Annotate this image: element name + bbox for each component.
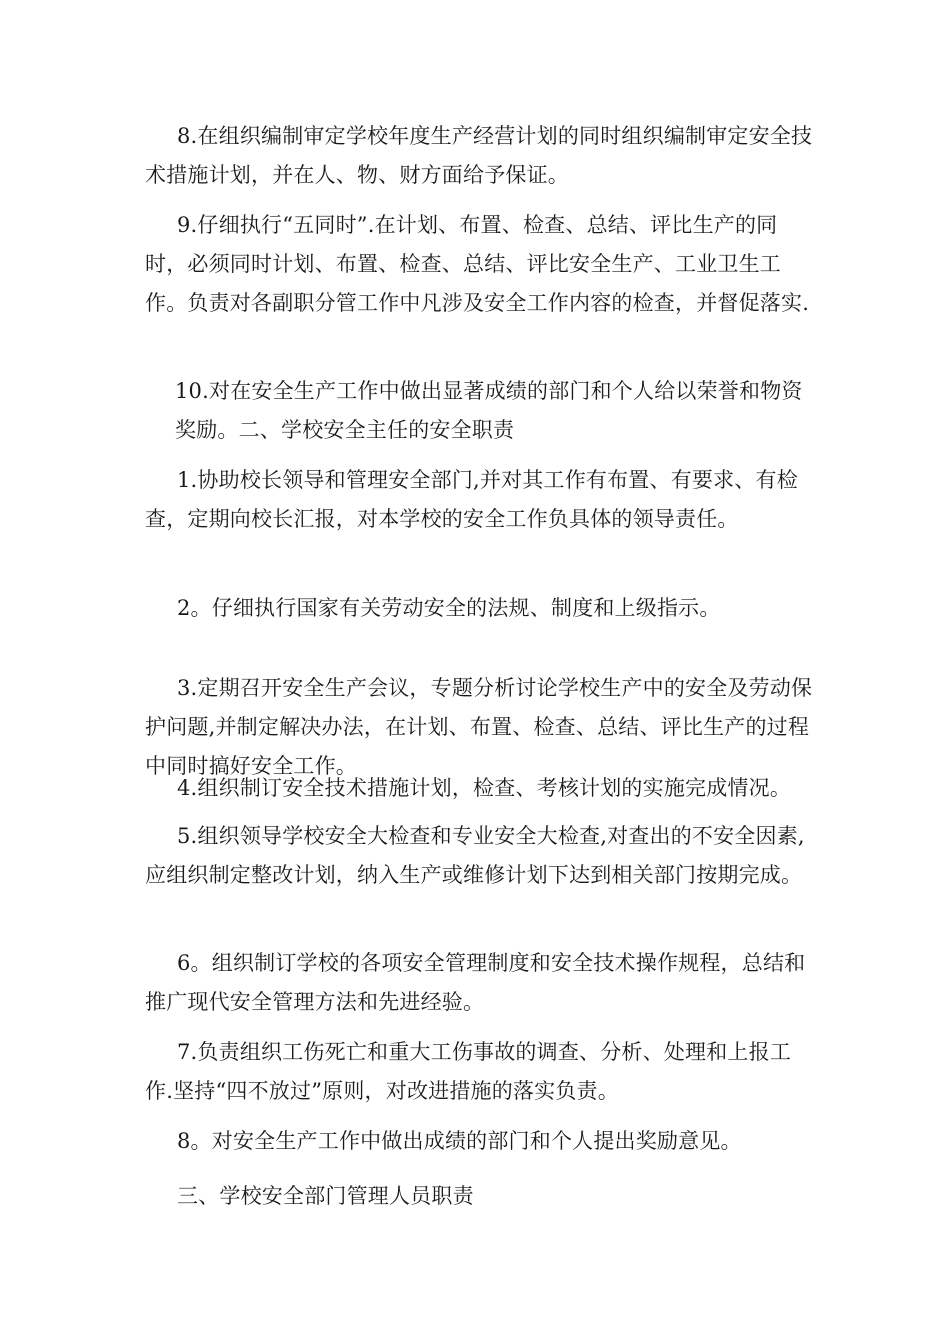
section2-item-4: 4.组织制订安全技术措施计划，检查、考核计划的实施完成情况。 [177, 776, 792, 800]
section2-item-6: 6。组织制订学校的各项安全管理制度和安全技术操作规程，总结和推广现代安全管理方法和先进经验。 [145, 951, 806, 1014]
paragraph-item-10: 10.对在安全生产工作中做出显著成绩的部门和个人给以荣誉和物资奖励。二、学校安全主任的安全职责 [175, 379, 803, 442]
section2-item-1: 1.协助校长领导和管理安全部门,并对其工作有布置、有要求、有检查，定期向校长汇报，对本学校的安全工作负具体的领导责任。 [145, 468, 798, 531]
section2-item-5: 5.组织领导学校安全大检查和专业安全大检查,对查出的不安全因素,应组织制定整改计划，纳入生产或维修计划下达到相关部门按期完成。 [145, 824, 805, 887]
paragraph-item-9: 9.仔细执行“五同时”.在计划、布置、检查、总结、评比生产的同时，必须同时计划、布置、检查、总结、评比安全生产、工业卫生工作。负责对各副职分管工作中凡涉及安全工作内容的检查，并督促落实. [145, 213, 810, 315]
section3-title: 三、学校安全部门管理人员职责 [177, 1184, 474, 1208]
paragraph-item-8: 8.在组织编制审定学校年度生产经营计划的同时组织编制审定安全技术措施计划，并在人、物、财方面给予保证。 [145, 124, 813, 187]
section2-item-7: 7.负责组织工伤死亡和重大工伤事故的调查、分析、处理和上报工作.坚持“四不放过”原则，对改进措施的落实负责。 [145, 1040, 792, 1103]
section2-item-3: 3.定期召开安全生产会议，专题分析讨论学校生产中的安全及劳动保护问题,并制定解决办法，在计划、布置、检查、总结、评比生产的过程中同时搞好安全工作。 [145, 676, 813, 778]
section2-item-8: 8。对安全生产工作中做出成绩的部门和个人提出奖励意见。 [177, 1129, 742, 1153]
section2-item-2: 2。仔细执行国家有关劳动安全的法规、制度和上级指示。 [177, 596, 721, 620]
